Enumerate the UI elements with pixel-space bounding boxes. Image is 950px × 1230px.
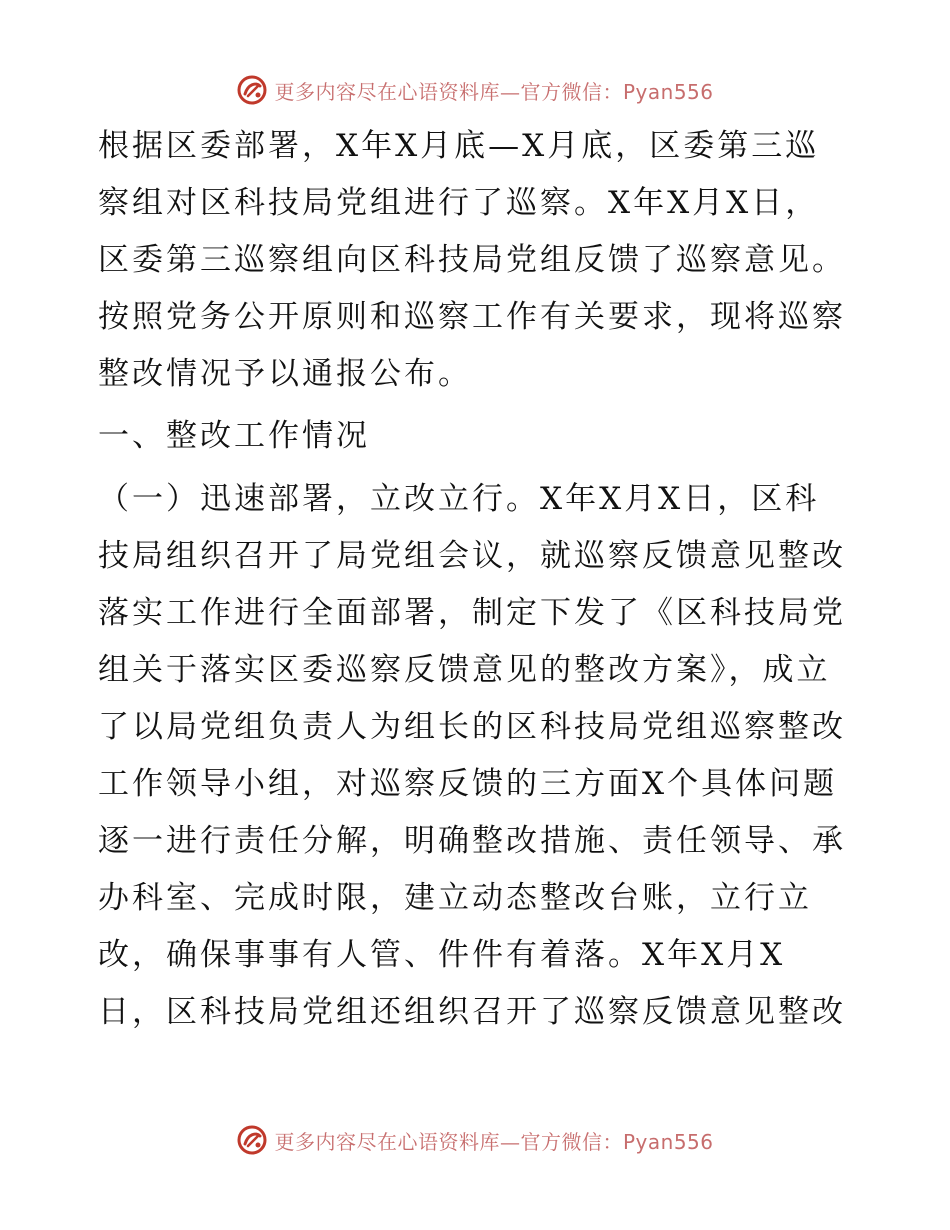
text-line: 日，区科技局党组还组织召开了巡察反馈意见整改	[98, 994, 846, 1030]
section-heading	[98, 408, 858, 465]
paragraph-intro	[98, 118, 858, 403]
watermark-wechat-id: Pyan556	[622, 1129, 714, 1154]
paragraph-section-1	[98, 471, 858, 1041]
watermark-text	[274, 76, 713, 105]
watermark-footer	[0, 1120, 950, 1160]
text-line: 按照党务公开原则和巡察工作有关要求，现将巡察	[98, 299, 846, 335]
text-line: 察组对区科技局党组进行了巡察。X年X月X日，	[98, 185, 820, 221]
document-body	[98, 118, 858, 1041]
heading-line: 一、整改工作情况	[98, 418, 370, 454]
text-line: 办科室、完成时限，建立动态整改台账，立行立	[98, 880, 812, 916]
watermark-wechat-id: Pyan556	[622, 79, 714, 104]
text-line: 工作领导小组，对巡察反馈的三方面X个具体问题	[98, 766, 838, 802]
text-line: 了以局党组负责人为组长的区科技局党组巡察整改	[98, 709, 846, 745]
text-line: 落实工作进行全面部署，制定下发了《区科技局党	[98, 595, 846, 631]
watermark-label: 更多内容尽在心语资料库—官方微信：	[274, 1129, 623, 1154]
text-line: 整改情况予以通报公布。	[98, 356, 472, 392]
text-line: 根据区委部署，X年X月底—X月底，区委第三巡	[98, 128, 820, 164]
watermark-logo-icon	[236, 1124, 268, 1156]
text-line: 组关于落实区委巡察反馈意见的整改方案》，成立	[98, 652, 831, 688]
watermark-logo-icon	[236, 74, 268, 106]
text-line: 逐一进行责任分解，明确整改措施、责任领导、承	[98, 823, 846, 859]
text-line: 改，确保事事有人管、件件有着落。X年X月X	[98, 937, 786, 973]
watermark-label: 更多内容尽在心语资料库—官方微信：	[274, 79, 623, 104]
watermark-text	[274, 1126, 713, 1155]
text-line: 区委第三巡察组向区科技局党组反馈了巡察意见。	[98, 242, 846, 278]
text-line: 技局组织召开了局党组会议，就巡察反馈意见整改	[98, 538, 846, 574]
watermark-header	[0, 70, 950, 110]
text-line: （一）迅速部署，立改立行。X年X月X日，区科	[98, 481, 820, 517]
